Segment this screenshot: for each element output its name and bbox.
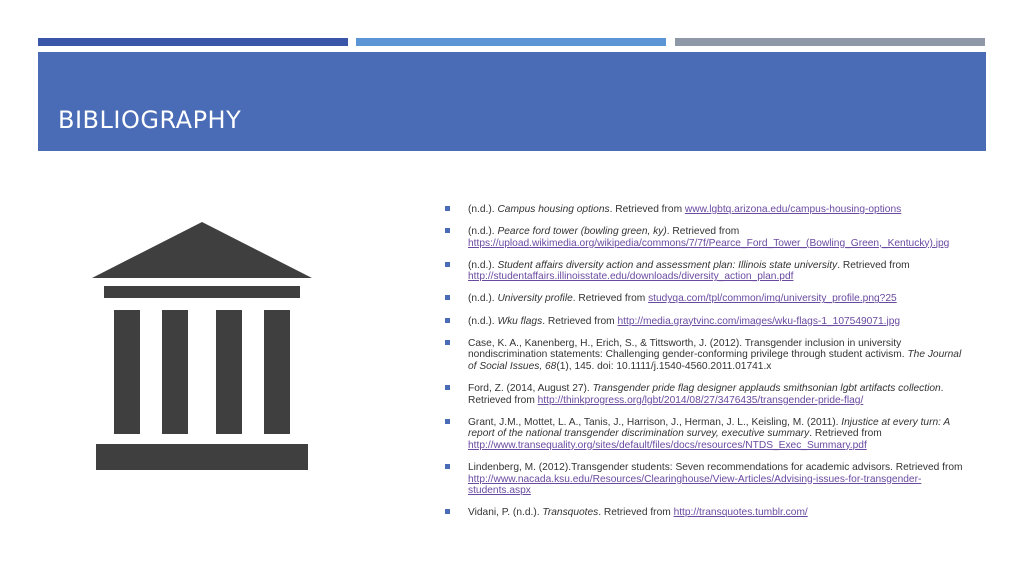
reference-text: Lindenberg, M. (2012).Transgender students: Seven recommendations for academic advisors. Retrieved from (468, 461, 963, 473)
reference-text: . Retrieved from (468, 382, 944, 406)
reference-text: . Retrieved from (609, 204, 685, 215)
reference-text: . Retrieved from (572, 293, 649, 305)
reference-text: Vidani, P. (n.d.). (468, 507, 543, 519)
reference-text: . Retrieved from (598, 507, 674, 519)
reference-title: Pearce ford tower (bowling green, ky) (497, 226, 667, 238)
reference-list (445, 204, 965, 529)
reference-title: Transquotes (542, 507, 599, 519)
reference-title: Transgender pride flag designer applauds smithsonian lgbt artifacts collection (592, 382, 941, 394)
reference-text: (n.d.). (468, 226, 498, 238)
reference-link[interactable]: http://www.transequality.org/sites/default/files/docs/resources/NTDS_Exec_Summary.pdf (468, 439, 867, 451)
reference-item (445, 507, 965, 519)
reference-item (445, 338, 965, 373)
reference-text: (n.d.). (468, 315, 498, 327)
slide-title: BIBLIOGRAPHY (58, 106, 242, 134)
reference-title: Wku flags (497, 315, 543, 327)
bullet-icon (445, 228, 450, 233)
accent-bar-gray (675, 38, 985, 46)
title-band (38, 52, 986, 151)
reference-link[interactable]: http://media.graytvinc.com/images/wku-flags-1_107549071.jpg (617, 315, 901, 327)
reference-link[interactable]: http://www.nacada.ksu.edu/Resources/Clearinghouse/View-Articles/Advising-issues-for-transgender-students.aspx (468, 473, 922, 497)
reference-title: The Journal of Social Issues, 68 (468, 349, 962, 372)
bullet-icon (445, 206, 450, 211)
bullet-icon (445, 295, 450, 300)
reference-text: . Retrieved from (542, 315, 618, 327)
bullet-icon (445, 464, 450, 469)
reference-text: . Retrieved from (837, 259, 910, 271)
accent-bar-light-blue (356, 38, 666, 46)
reference-item (445, 226, 965, 249)
reference-item (445, 383, 965, 406)
reference-text: Ford, Z. (2014, August 27). (468, 382, 593, 394)
reference-item (445, 462, 965, 497)
reference-link[interactable]: www.lgbtq.arizona.edu/campus-housing-options (684, 204, 902, 215)
reference-text: . Retrieved from (666, 226, 740, 238)
bullet-icon (445, 419, 450, 424)
reference-item (445, 204, 965, 216)
bullet-icon (445, 385, 450, 390)
bullet-icon (445, 318, 450, 323)
reference-item (445, 293, 965, 305)
reference-text: (n.d.). (468, 259, 498, 271)
reference-item (445, 260, 965, 283)
reference-link[interactable]: http://transquotes.tumblr.com/ (673, 507, 808, 519)
reference-title: Injustice at every turn: A report of the national transgender discrimination survey, executive summary (468, 416, 950, 440)
reference-title: University profile (497, 293, 573, 305)
bank-building-icon (92, 222, 312, 472)
accent-bar-dark-blue (38, 38, 348, 46)
bullet-icon (445, 262, 450, 267)
reference-text: (1), 145. doi: 10.1111/j.1540-4560.2011.01741.x (556, 360, 772, 372)
reference-link[interactable]: http://studentaffairs.illinoisstate.edu/downloads/diversity_action_plan.pdf (468, 271, 794, 283)
reference-item (445, 316, 965, 328)
reference-item (445, 417, 965, 452)
reference-text: Case, K. A., Kanenberg, H., Erich, S., & Tittsworth, J. (2012). Transgender inclusion in university nondiscrimination statements: Challenging gender-conforming privilege through student activism. (468, 337, 908, 361)
reference-text: Grant, J.M., Mottet, L. A., Tanis, J., Harrison, J., Herman, J. L., Keisling, M. (2011). (468, 416, 842, 428)
reference-title: Campus housing options (497, 204, 610, 215)
reference-text: . Retrieved from (809, 428, 882, 440)
bullet-icon (445, 509, 450, 514)
reference-link[interactable]: https://upload.wikimedia.org/wikipedia/commons/7/7f/Pearce_Ford_Tower_(Bowling_Green,_Kentucky).jpg (468, 237, 950, 249)
reference-link[interactable]: http://thinkprogress.org/lgbt/2014/08/27/3476435/transgender-pride-flag/ (537, 394, 864, 406)
reference-text: (n.d.). (468, 293, 498, 305)
reference-link[interactable]: studyqa.com/tpl/common/img/university_profile.png?25 (648, 293, 897, 305)
reference-title: Student affairs diversity action and assessment plan: Illinois state university (497, 259, 838, 271)
reference-text: (n.d.). (468, 204, 498, 215)
bullet-icon (445, 340, 450, 345)
